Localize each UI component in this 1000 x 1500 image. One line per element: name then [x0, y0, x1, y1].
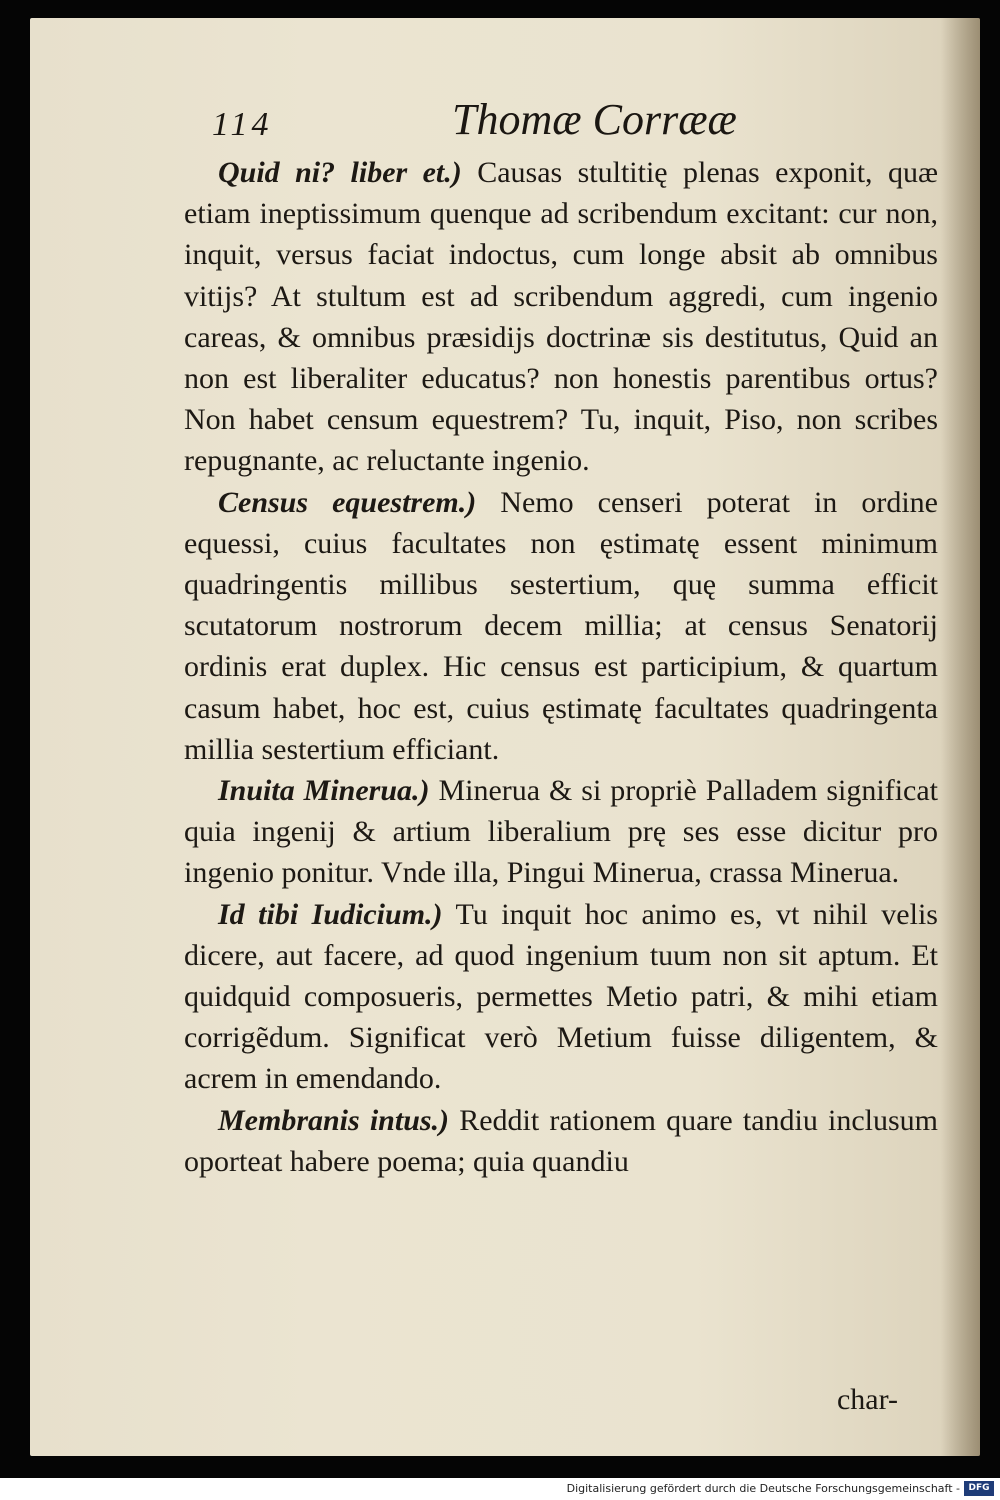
commentary-paragraph: [184, 894, 938, 1100]
paragraph-text: Reddit rationem quare tandiu inclusum oporteat habere poema; quia quandiu: [184, 1103, 938, 1178]
lemma: Id tibi Iudicium.): [218, 897, 443, 931]
page-number: 114: [212, 106, 273, 143]
spine-shadow: [940, 18, 980, 1456]
paragraph-text: Causas stultitię plenas exponit, quæ etiam ineptissimum quenque ad scribendum excitant: cur non, inquit, versus faciat indoctus, cum longe absit ab omnibus vitijs? At stultum est ad scribendum aggredi, cum ingenio careas, & omnibus præsidijs doctrinæ sis destitutus, Quid an non est liberaliter educatus? non honestis parentibus ortus? Non habet censum equestrem? Tu, inquit, Piso, non scribes repugnante, ac reluctante ingenio.: [184, 156, 938, 478]
commentary-paragraph: [184, 152, 938, 482]
commentary-paragraph: [184, 482, 938, 770]
digitization-footer: [0, 1478, 1000, 1500]
commentary-paragraph: [184, 770, 938, 894]
page-header: [212, 92, 772, 152]
commentary-text: [184, 152, 938, 1182]
lemma: Quid ni? liber et.): [218, 156, 462, 189]
lemma: Census equestrem.): [218, 485, 477, 519]
lemma: Inuita Minerua.): [218, 774, 430, 808]
funding-credit: Digitalisierung gefördert durch die Deutsche Forschungsgemeinschaft -: [566, 1482, 960, 1495]
commentary-paragraph: [184, 1100, 938, 1182]
paragraph-text: Nemo censeri poterat in ordine equessi, cuius facultates non ęstimatę essent minimum quadringentis millibus sestertium, quę summa efficit scutatorum nostrorum decem millia; at census Senatorij ordinis erat duplex. Hic census est participium, & quartum casum habet, hoc est, cuius ęstimatę facultates quadringenta millia sestertium efficiant.: [184, 485, 938, 766]
catchword: char-: [836, 1383, 898, 1416]
dfg-logo: DFG: [964, 1481, 994, 1496]
paragraph-text: Minerua & si propriè Palladem significat quia ingenij & artium liberalium prę ses esse dicitur pro ingenio ponitur. Vnde illa, Pingui Minerua, crassa Minerua.: [184, 774, 938, 890]
running-head: Thomæ Corrææ: [452, 95, 737, 144]
paragraph-text: Tu inquit hoc animo es, vt nihil velis dicere, aut facere, ad quod ingenium tuum non sit aptum. Et quidquid composueris, permettes Metio patri, & mihi etiam corrigẽdum. Significat verò Metium fuisse diligentem, & acrem in emendando.: [184, 897, 938, 1096]
lemma: Membranis intus.): [218, 1103, 450, 1137]
